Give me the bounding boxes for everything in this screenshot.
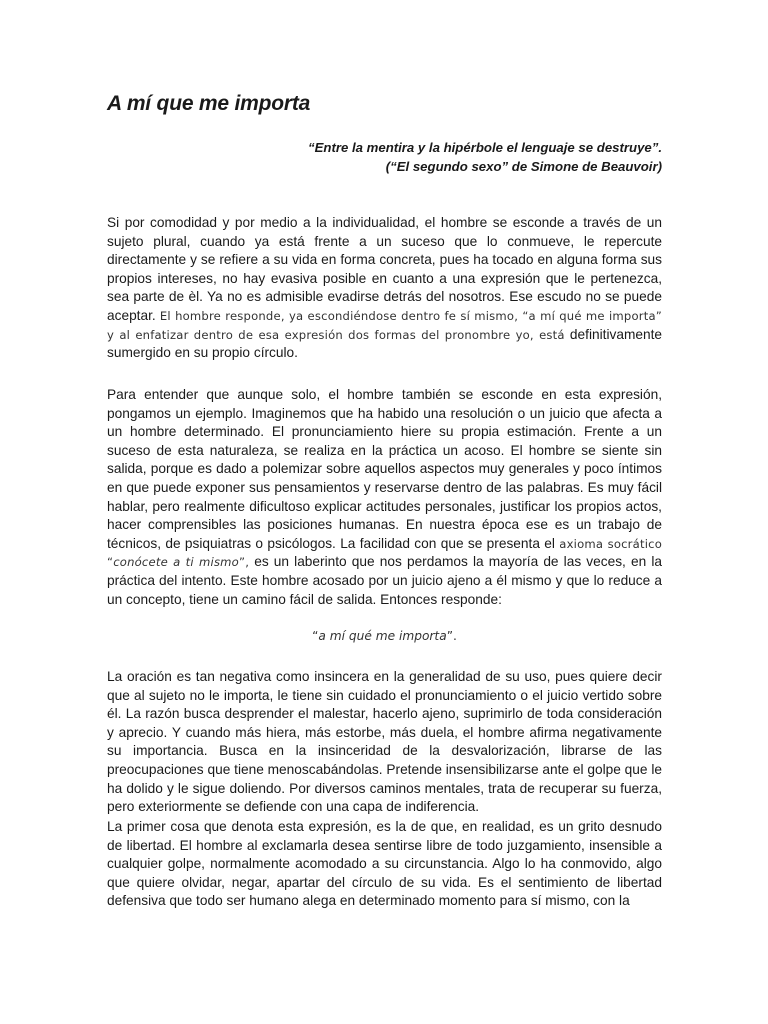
paragraph-1-text: Si por comodidad y por medio a la individualidad, el hombre se esconde a través de un sujeto plural, cuando ya está frente a un suceso que lo conmueve, le repercute directamente y se refiere a su vida en forma concreta, pues ha tocado en alguna forma sus propios intereses, no hay evasiva posible en cuanto a una expresión que le pertenezca, sea parte de èl. Ya no es admisible evadirse detrás del nosotros. Ese escudo no se puede aceptar. xyxy=(107,215,662,323)
centered-quote-open: “ xyxy=(312,629,319,643)
centered-quote-text: a mí qué me importa xyxy=(318,629,447,643)
paragraph-2 xyxy=(107,386,662,609)
epigraph xyxy=(308,138,662,176)
document-title: A mí que me importa xyxy=(107,92,311,115)
epigraph-source: (“El segundo sexo” de Simone de Beauvoir) xyxy=(385,159,662,174)
paragraph-1-soft-text: El hombre responde, ya escondiéndose dentro fe sí mismo, “a mí qué me importa” y al enfatizar dentro de esa expresión dos formas del pronombre yo, está xyxy=(107,308,662,342)
centered-quote xyxy=(107,629,662,643)
axioma-tail: ”, xyxy=(238,555,250,570)
paragraph-4: La primer cosa que denota esta expresión, es la de que, en realidad, es un grito desnudo de libertad. El hombre al exclamarla desea sentirse libre de todo juzgamiento, insensible a cualquier golpe, normalmente acomodado a su circunstancia. Algo lo ha conmovido, algo que quiere olvidar, negar, apartar del círculo de su vida. Es el sentimiento de libertad defensiva que todo ser humano alega en determinado momento para sí mismo, con la xyxy=(107,819,662,909)
paragraph-1-end: definitivamente sumergido en su propio círculo. xyxy=(107,326,662,361)
paragraph-3: La oración es tan negativa como insincera en la generalidad de su uso, pues quiere decir que al sujeto no le importa, le tiene sin cuidado el pronunciamiento o el juicio vertido sobre él. La razón busca desprender el malestar, hacerlo ajeno, suprimirlo de toda consideración y aprecio. Y cuando más hiera, más estorbe, más duela, el hombre afirma negativamente su importancia. Busca en la insinceridad de la desvalorización, librarse de las preocupaciones que tiene menoscabándolas. Pretende insensibilizarse ante el golpe que le ha dolido y le sigue doliendo. Por diversos caminos mentales, trata de recuperar su fuerza, pero exteriormente se defiende con una capa de indiferencia. xyxy=(107,669,662,815)
paragraph-2-end: es un laberinto que nos perdamos la mayoría de las veces, en la práctica del intento. Este hombre acosado por un juicio ajeno a él mismo y que lo reduce a un concepto, tiene un camino fácil de salida. Entonces responde: xyxy=(107,554,663,607)
axioma-quote: conócete a ti mismo xyxy=(113,555,239,570)
centered-quote-close: ”. xyxy=(446,629,457,643)
paragraph-1 xyxy=(107,214,662,363)
axioma-lead: axioma socrático “ xyxy=(107,536,662,570)
epigraph-quote: “Entre la mentira y la hipérbole el lenguaje se destruye”. xyxy=(308,140,662,155)
paragraph-2-text: Para entender que aunque solo, el hombre también se esconde en esta expresión, pongamos un ejemplo. Imaginemos que ha habido una resolución o un juicio que afecta a un hombre determinado. El pronunciamiento hiere su propia estimación. Frente a un suceso de esta naturaleza, se realiza en la práctica un acoso. El hombre se siente sin salida, porque es dado a polemizar sobre aquellos aspectos muy generales y poco íntimos en que puede exponer sus pensamientos y reservarse dentro de las palabras. Es muy fácil hablar, pero realmente dificultoso explicar actitudes personales, justificar los propios actos, hacer comprensibles las posiciones humanas. En nuestra época ese es un trabajo de técnicos, de psiquiatras o psicólogos. La facilidad con que se presenta el xyxy=(107,387,662,551)
